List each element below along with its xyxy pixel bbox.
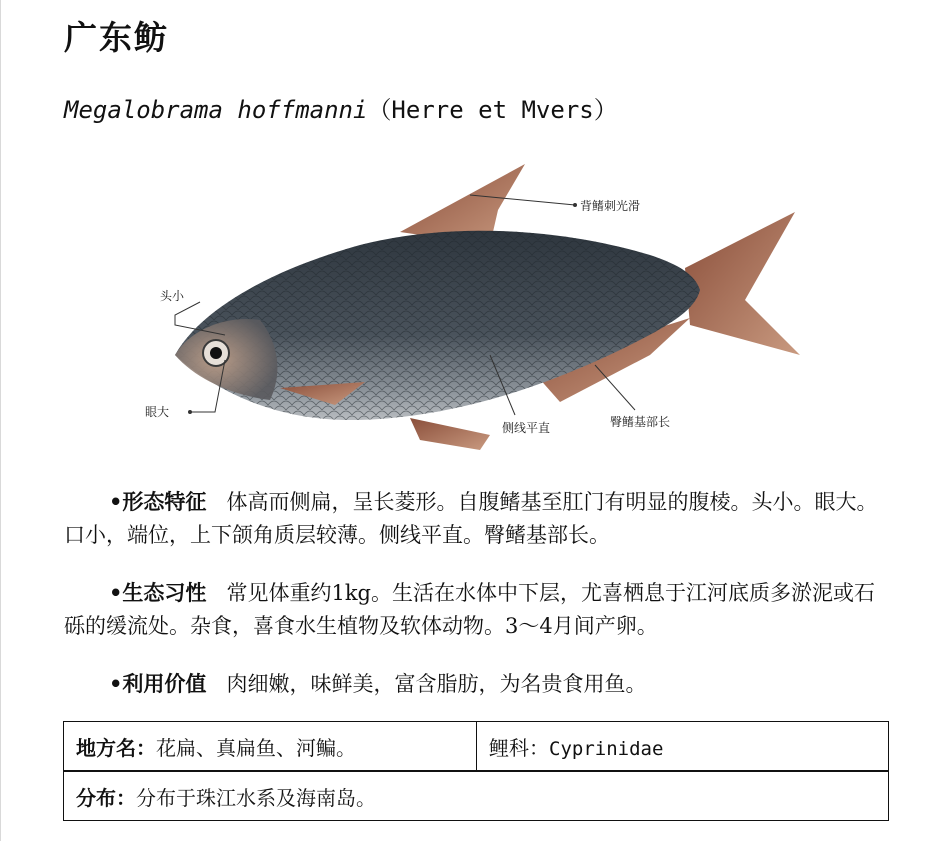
section-heading: •利用价值 [109,672,207,696]
section-heading: •形态特征 [109,490,207,514]
family-cell [477,722,889,772]
info-table [63,721,889,821]
section-ecology [64,577,894,643]
scientific-name-binomial: Megalobrama hoffmanni [64,96,368,124]
family-value: Cyprinidae [549,737,664,760]
section-text: 体高而侧扁，呈长菱形。自腹鳍基至肛门有明显的腹棱。头小。眼大。口小，端位，上下颌角质层较薄。侧线平直。臀鳍基部长。 [64,490,878,547]
callout-dorsal: 背鳍刺光滑 [580,199,641,213]
callout-lateral-line: 侧线平直 [502,421,551,435]
section-value [64,668,894,701]
callout-anal-fin: 臀鳍基部长 [610,415,671,429]
local-name-label: 地方名： [76,735,156,760]
scientific-name-authority: （Herre et Mvers） [367,96,618,124]
section-text: 常见体重约1kg。生活在水体中下层，尤喜栖息于江河底质多淤泥或石砾的缓流处。杂食，喜食水生植物及软体动物。3～4月间产卵。 [64,581,875,638]
page-title: 广东鲂 [64,18,169,57]
callout-eye: 眼大 [145,405,170,419]
section-morphology [64,486,894,552]
table-row [64,722,889,772]
family-label: 鲤科： [489,735,549,760]
distribution-cell [64,771,889,821]
distribution-value: 分布于珠江水系及海南岛。 [136,785,376,810]
fish-illustration [130,150,830,460]
section-text: 肉细嫩，味鲜美，富含脂肪，为名贵食用鱼。 [226,672,647,696]
tail-fin [685,212,800,355]
local-name-value: 花扁、真扁鱼、河鳊。 [156,735,356,760]
table-row [64,771,889,821]
callout-head: 头小 [160,289,185,303]
local-name-cell [64,722,477,772]
pelvic-fin [410,418,490,450]
section-heading: •生态习性 [109,581,207,605]
distribution-label: 分布： [76,785,136,810]
scientific-name [64,90,618,125]
page-edge [0,0,1,841]
